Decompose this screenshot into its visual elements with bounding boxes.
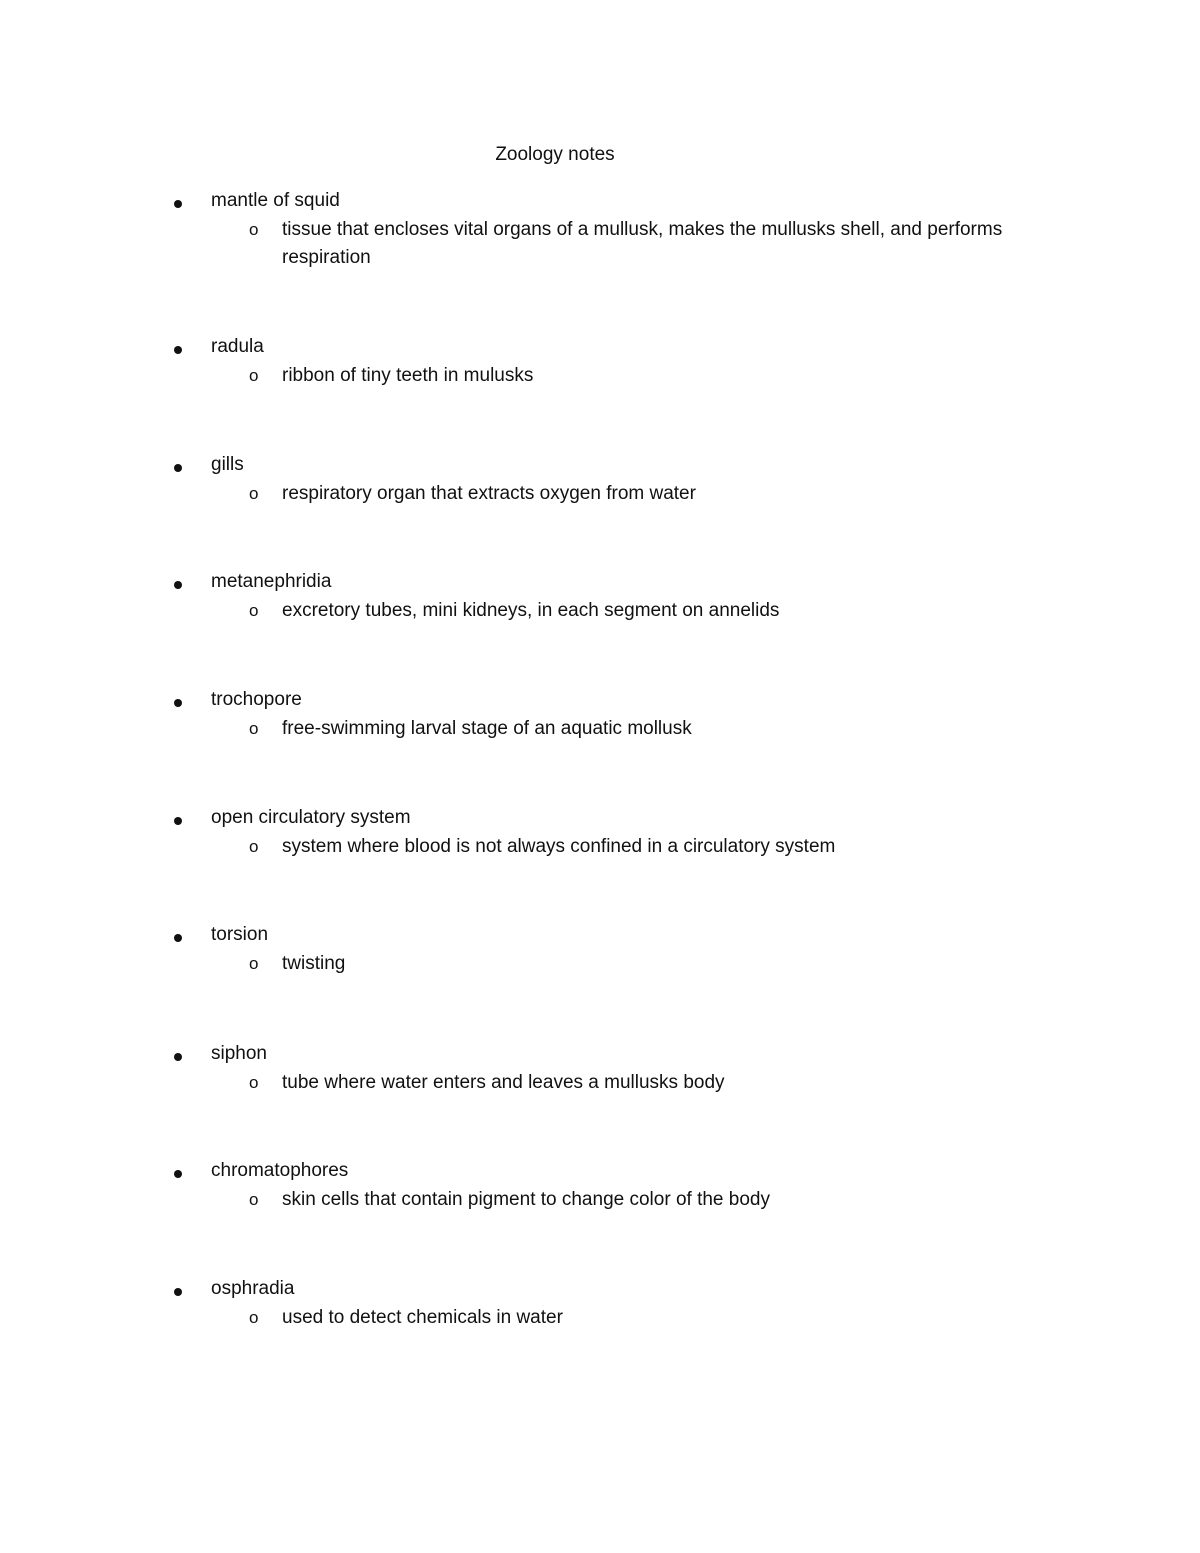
term-definition: twisting (282, 953, 346, 974)
list-item (0, 1275, 1200, 1375)
bullet-icon (174, 1170, 182, 1178)
list-item (0, 333, 1200, 433)
term-label: open circulatory system (211, 807, 411, 828)
bullet-icon (174, 464, 182, 472)
term-label: osphradia (211, 1278, 295, 1299)
list-item (0, 1157, 1200, 1257)
term-definition: used to detect chemicals in water (282, 1307, 563, 1328)
term-definition: tissue that encloses vital organs of a mullusk, makes the mullusks shell, and performs respiration (282, 219, 1003, 268)
sub-bullet-icon: o (249, 220, 259, 239)
list-item (0, 921, 1200, 1021)
sub-bullet-icon: o (249, 719, 259, 738)
bullet-icon (174, 581, 182, 589)
sub-bullet-icon: o (249, 1308, 259, 1327)
sub-bullet-icon: o (249, 601, 259, 620)
list-item (0, 804, 1200, 904)
sub-bullet-icon: o (249, 1190, 259, 1209)
term-label: siphon (211, 1043, 267, 1064)
term-definition: tube where water enters and leaves a mullusks body (282, 1072, 725, 1093)
bullet-icon (174, 1288, 182, 1296)
term-definition: respiratory organ that extracts oxygen from water (282, 483, 696, 504)
term-label: trochopore (211, 689, 302, 710)
term-definition: ribbon of tiny teeth in mulusks (282, 365, 534, 386)
list-item (0, 568, 1200, 668)
bullet-icon (174, 1053, 182, 1061)
sub-bullet-icon: o (249, 837, 259, 856)
sub-bullet-icon: o (249, 1073, 259, 1092)
term-definition: skin cells that contain pigment to change color of the body (282, 1189, 770, 1210)
term-label: metanephridia (211, 571, 332, 592)
sub-bullet-icon: o (249, 954, 259, 973)
term-label: gills (211, 454, 244, 475)
bullet-icon (174, 346, 182, 354)
list-item (0, 187, 1200, 287)
sub-bullet-icon: o (249, 484, 259, 503)
list-item (0, 686, 1200, 786)
term-definition: system where blood is not always confined in a circulatory system (282, 836, 836, 857)
term-label: radula (211, 336, 264, 357)
term-label: torsion (211, 924, 269, 945)
sub-bullet-icon: o (249, 366, 259, 385)
document-title: Zoology notes (495, 144, 615, 165)
list-item (0, 1040, 1200, 1140)
term-label: mantle of squid (211, 190, 340, 211)
bullet-icon (174, 699, 182, 707)
term-definition: excretory tubes, mini kidneys, in each segment on annelids (282, 600, 780, 621)
term-definition: free-swimming larval stage of an aquatic mollusk (282, 718, 692, 739)
list-item (0, 451, 1200, 551)
term-label: chromatophores (211, 1160, 349, 1181)
bullet-icon (174, 934, 182, 942)
bullet-icon (174, 200, 182, 208)
bullet-icon (174, 817, 182, 825)
